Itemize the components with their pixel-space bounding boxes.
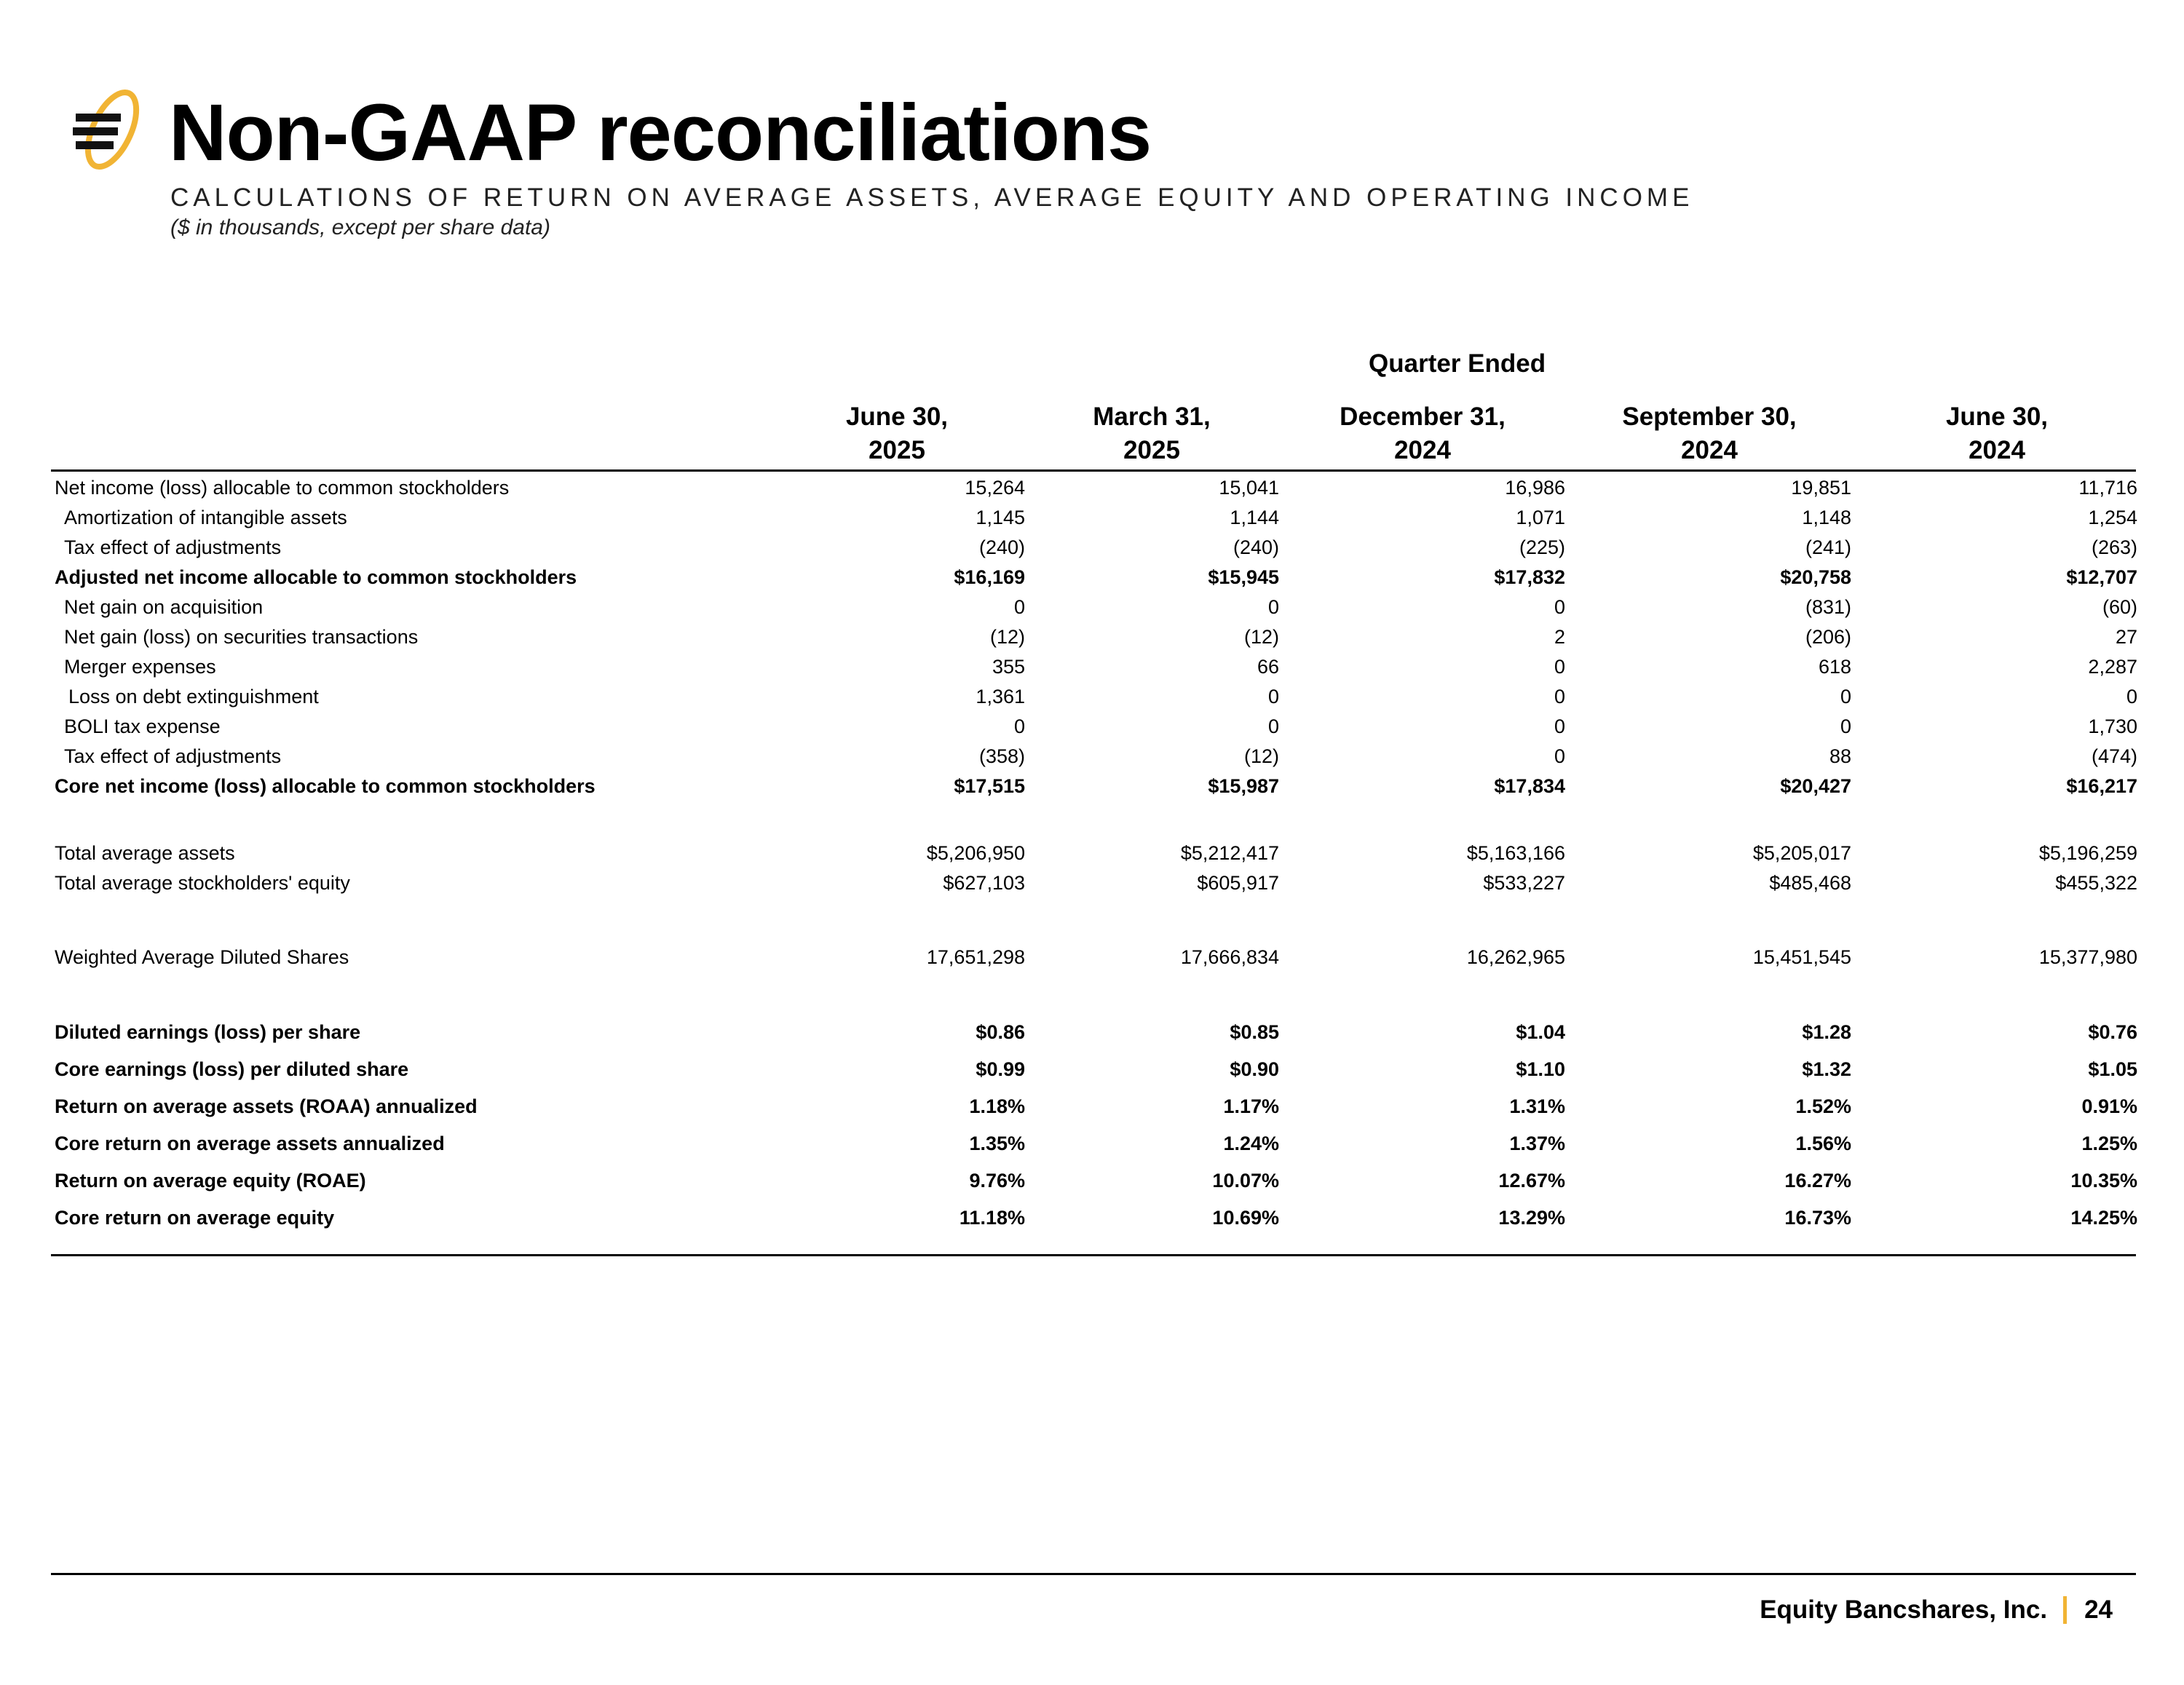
table-cell: 1.18%	[969, 1095, 1025, 1117]
table-cell: $20,758	[1780, 566, 1851, 588]
table-cell: (60)	[2102, 596, 2137, 618]
equity-bank-logo-icon	[71, 86, 141, 173]
table-cell: 0	[1840, 715, 1851, 737]
table-cell: $15,987	[1208, 775, 1279, 797]
row-label: Core return on average equity	[55, 1207, 335, 1229]
table-cell: 1,730	[2088, 715, 2137, 737]
table-cell: 16.73%	[1784, 1207, 1851, 1229]
table-cell: $20,427	[1780, 775, 1851, 797]
table-row	[0, 838, 2184, 868]
footer-rule	[51, 1573, 2136, 1575]
table-cell: 1.56%	[1795, 1133, 1851, 1154]
table-row	[0, 503, 2184, 532]
table-cell: 1.37%	[1509, 1133, 1565, 1154]
table-cell: 1.35%	[969, 1133, 1025, 1154]
table-cell: 1,071	[1516, 507, 1565, 528]
table-row	[0, 1018, 2184, 1047]
table-cell: 10.69%	[1212, 1207, 1279, 1229]
table-cell: $5,205,017	[1752, 842, 1851, 864]
table-row	[0, 772, 2184, 801]
table-cell: 0	[1267, 686, 1279, 707]
table-cell: $627,103	[943, 872, 1025, 894]
row-label: Tax effect of adjustments	[64, 536, 282, 558]
table-cell: 1.25%	[2081, 1133, 2137, 1154]
table-cell: 9.76%	[969, 1170, 1025, 1192]
table-bottom-rule	[51, 1254, 2136, 1256]
table-cell: 0	[1554, 686, 1565, 707]
table-row	[0, 1129, 2184, 1158]
table-row	[0, 652, 2184, 681]
table-cell: (12)	[1243, 745, 1279, 767]
table-cell: (225)	[1519, 536, 1565, 558]
row-label: BOLI tax expense	[64, 715, 221, 737]
table-cell: 1,145	[976, 507, 1025, 528]
row-label: Net gain on acquisition	[64, 596, 264, 618]
table-cell: 27	[2115, 626, 2137, 648]
table-cell: 355	[992, 656, 1025, 678]
page-title: Non-GAAP reconciliations	[169, 88, 1152, 178]
footer	[1760, 1593, 2113, 1627]
table-cell: (831)	[1805, 596, 1851, 618]
table-cell: $0.76	[2088, 1021, 2137, 1043]
table-cell: $533,227	[1483, 872, 1565, 894]
table-cell: $1.28	[1802, 1021, 1851, 1043]
page-number: 24	[2084, 1595, 2113, 1624]
table-cell: 2,287	[2088, 656, 2137, 678]
table-cell: 1.24%	[1223, 1133, 1279, 1154]
row-label: Weighted Average Diluted Shares	[55, 946, 349, 968]
table-cell: 17,666,834	[1180, 946, 1279, 968]
table-cell: 16,986	[1505, 477, 1565, 499]
table-cell: $455,322	[2055, 872, 2137, 894]
table-cell: (240)	[1233, 536, 1279, 558]
column-header-jun-2025: June 30, 2025	[845, 403, 949, 464]
table-cell: $1.32	[1802, 1058, 1851, 1080]
units-note: ($ in thousands, except per share data)	[170, 215, 550, 239]
table-cell: $0.99	[976, 1058, 1025, 1080]
table-cell: $1.05	[2088, 1058, 2137, 1080]
table-cell: $17,834	[1494, 775, 1565, 797]
table-cell: 1.31%	[1509, 1095, 1565, 1117]
row-label: Merger expenses	[64, 656, 216, 678]
row-label: Net gain (loss) on securities transactions	[64, 626, 419, 648]
table-cell: 618	[1818, 656, 1851, 678]
table-cell: 0	[1267, 715, 1279, 737]
table-row	[0, 592, 2184, 622]
table-cell: 1.52%	[1795, 1095, 1851, 1117]
table-cell: 0	[1840, 686, 1851, 707]
table-cell: 14.25%	[2070, 1207, 2137, 1229]
column-header-mar-2025: March 31, 2025	[1093, 403, 1211, 464]
header-rule	[51, 469, 2136, 472]
row-label: Total average assets	[55, 842, 235, 864]
table-cell: $1.04	[1516, 1021, 1565, 1043]
column-header-dec-2024: December 31, 2024	[1340, 403, 1506, 464]
table-cell: $5,206,950	[926, 842, 1025, 864]
table-cell: 1,361	[976, 686, 1025, 707]
table-cell: $0.90	[1230, 1058, 1279, 1080]
table-cell: (12)	[1243, 626, 1279, 648]
table-row	[0, 712, 2184, 741]
table-cell: 2	[1554, 626, 1565, 648]
table-row	[0, 1203, 2184, 1232]
table-cell: 16,262,965	[1466, 946, 1565, 968]
table-cell: 10.07%	[1212, 1170, 1279, 1192]
table-cell: 0	[1554, 715, 1565, 737]
row-label: Core net income (loss) allocable to common stockholders	[55, 775, 596, 797]
table-cell: (358)	[978, 745, 1025, 767]
table-cell: 0	[1554, 656, 1565, 678]
footer-separator	[2063, 1596, 2067, 1624]
row-label: Total average stockholders' equity	[55, 872, 350, 894]
row-label: Diluted earnings (loss) per share	[55, 1021, 361, 1043]
row-label: Return on average equity (ROAE)	[55, 1170, 366, 1192]
table-row	[0, 1055, 2184, 1084]
row-label: Return on average assets (ROAA) annualized	[55, 1095, 478, 1117]
table-row	[0, 563, 2184, 592]
table-cell: 11,716	[2078, 477, 2137, 499]
row-label: Net income (loss) allocable to common stockholders	[55, 477, 510, 499]
table-cell: 1.17%	[1223, 1095, 1279, 1117]
table-cell: 12.67%	[1498, 1170, 1565, 1192]
row-label: Tax effect of adjustments	[64, 745, 282, 767]
table-cell: 0.91%	[2081, 1095, 2137, 1117]
quarter-ended-header: Quarter Ended	[1369, 349, 1546, 378]
table-cell: 10.35%	[2070, 1170, 2137, 1192]
table-cell: 0	[1267, 596, 1279, 618]
table-cell: (474)	[2091, 745, 2137, 767]
table-cell: $5,196,259	[2038, 842, 2137, 864]
table-cell: $605,917	[1197, 872, 1279, 894]
row-label: Amortization of intangible assets	[64, 507, 347, 528]
table-cell: (240)	[978, 536, 1025, 558]
footer-company: Equity Bancshares, Inc.	[1760, 1595, 2048, 1624]
table-cell: $15,945	[1208, 566, 1279, 588]
table-cell: 88	[1829, 745, 1851, 767]
table-cell: $5,163,166	[1466, 842, 1565, 864]
table-cell: $17,515	[954, 775, 1025, 797]
table-cell: $1.10	[1516, 1058, 1565, 1080]
table-cell: (12)	[989, 626, 1025, 648]
column-header-sep-2024: September 30, 2024	[1622, 403, 1797, 464]
table-cell: 1,144	[1230, 507, 1279, 528]
table-cell: 0	[1554, 596, 1565, 618]
row-label: Core return on average assets annualized	[55, 1133, 445, 1154]
column-header-jun-2024: June 30, 2024	[1945, 403, 2049, 464]
table-cell: 16.27%	[1784, 1170, 1851, 1192]
table-cell: 15,264	[965, 477, 1025, 499]
table-cell: 0	[1013, 715, 1025, 737]
table-cell: (241)	[1805, 536, 1851, 558]
table-row	[0, 742, 2184, 771]
table-cell: $16,217	[2066, 775, 2137, 797]
table-cell: 0	[1554, 745, 1565, 767]
table-cell: $0.86	[976, 1021, 1025, 1043]
table-row	[0, 473, 2184, 502]
table-cell: $12,707	[2066, 566, 2137, 588]
table-row	[0, 682, 2184, 711]
table-cell: $17,832	[1494, 566, 1565, 588]
table-cell: 1,148	[1802, 507, 1851, 528]
table-cell: $5,212,417	[1180, 842, 1279, 864]
table-cell: 15,451,545	[1752, 946, 1851, 968]
table-row	[0, 533, 2184, 562]
table-row	[0, 868, 2184, 897]
table-cell: $16,169	[954, 566, 1025, 588]
table-cell: $485,468	[1769, 872, 1851, 894]
table-cell: 66	[1257, 656, 1279, 678]
row-label: Loss on debt extinguishment	[68, 686, 319, 707]
table-row	[0, 1166, 2184, 1195]
table-row	[0, 943, 2184, 972]
table-row	[0, 1092, 2184, 1121]
table-cell: (263)	[2091, 536, 2137, 558]
table-cell: $0.85	[1230, 1021, 1279, 1043]
table-cell: (206)	[1805, 626, 1851, 648]
table-cell: 17,651,298	[926, 946, 1025, 968]
row-label: Core earnings (loss) per diluted share	[55, 1058, 409, 1080]
table-cell: 0	[2126, 686, 2137, 707]
table-cell: 11.18%	[959, 1207, 1025, 1229]
table-cell: 13.29%	[1498, 1207, 1565, 1229]
table-cell: 1,254	[2088, 507, 2137, 528]
page-subtitle: CALCULATIONS OF RETURN ON AVERAGE ASSETS, AVERAGE EQUITY AND OPERATING INCOME	[170, 183, 1694, 212]
table-cell: 19,851	[1791, 477, 1851, 499]
row-label: Adjusted net income allocable to common stockholders	[55, 566, 577, 588]
table-row	[0, 622, 2184, 651]
table-cell: 15,041	[1219, 477, 1279, 499]
table-cell: 0	[1013, 596, 1025, 618]
table-cell: 15,377,980	[2038, 946, 2137, 968]
